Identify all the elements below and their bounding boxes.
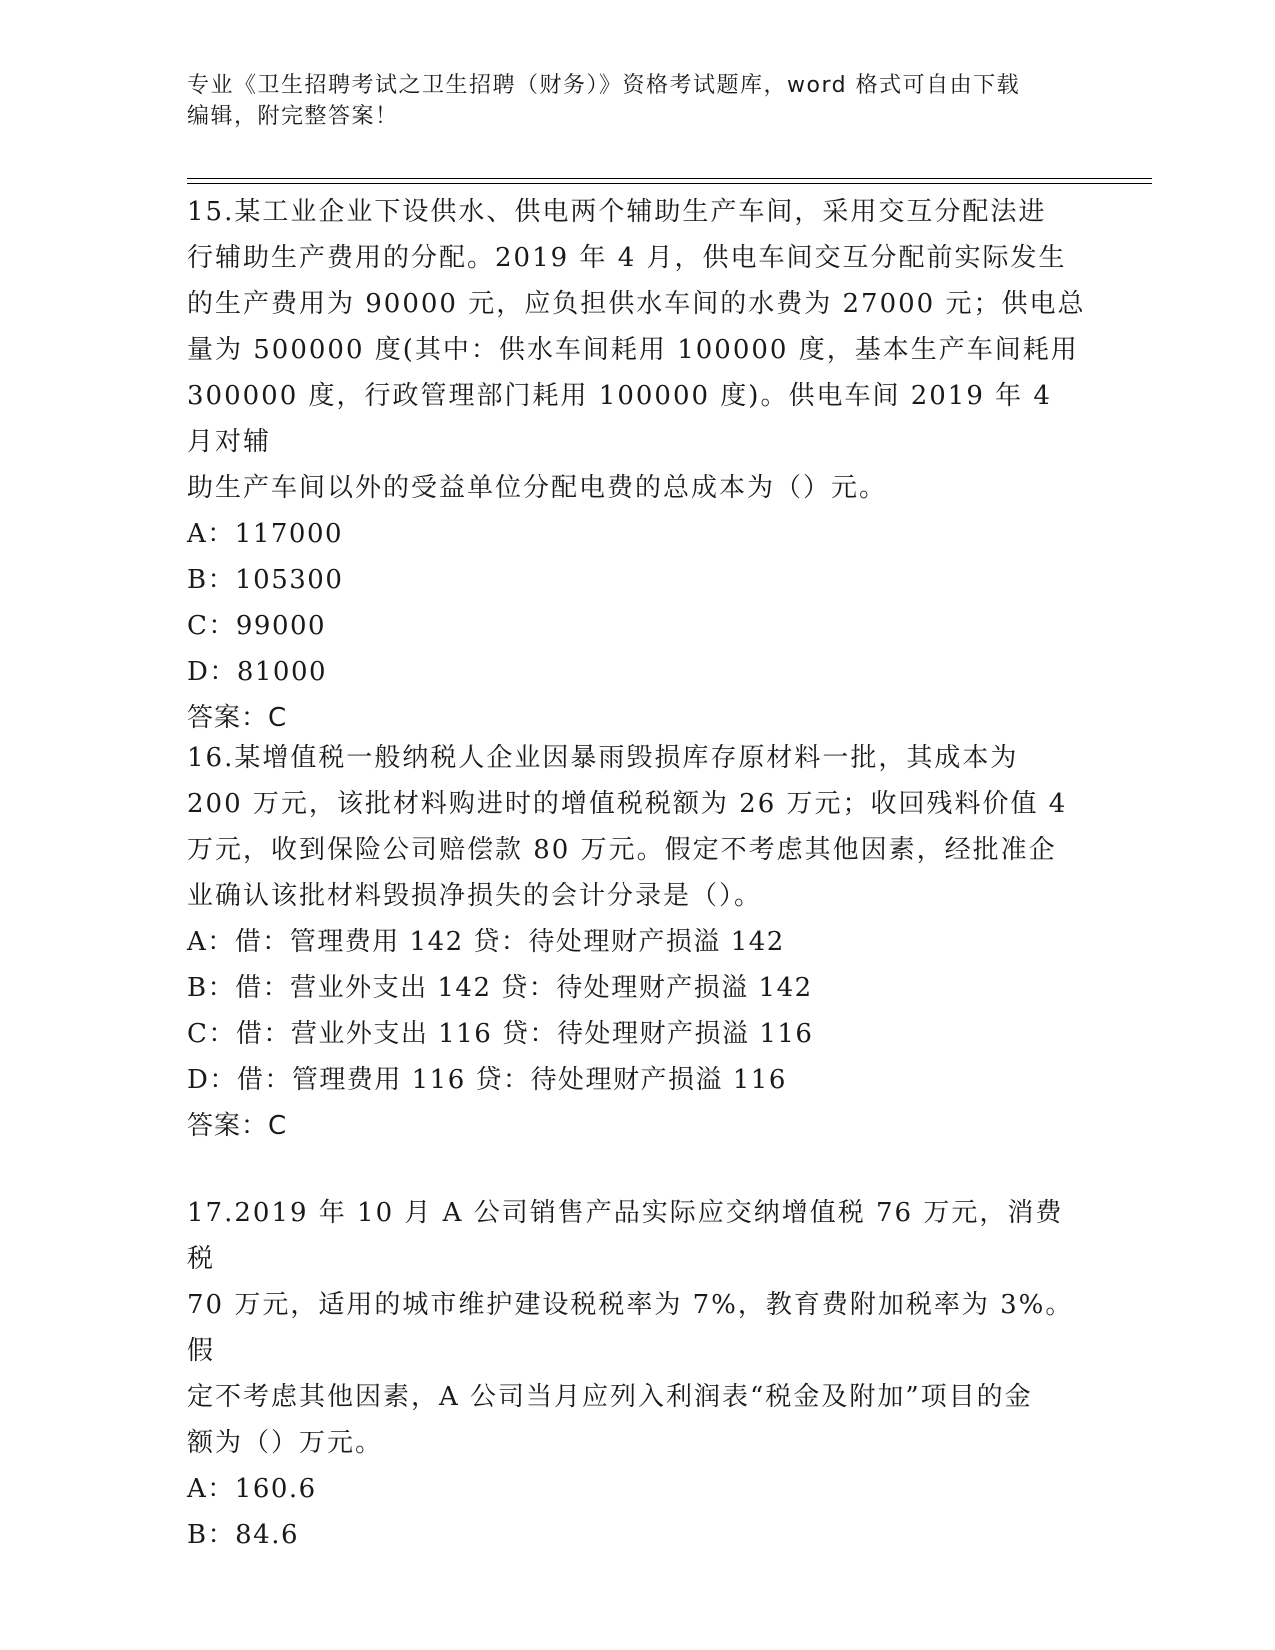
question-text: 17.2019 年 10 月 A 公司销售产品实际应交纳增值税 76 万元，消费税 70 万元，适用的城市维护建设税税率为 7%，教育费附加税率为 3%。假 定不考虑其他因素，A 公司当月应列入利润表“税金及附加”项目的金 额为（）万元。 <box>187 1198 1074 1458</box>
question-text: 15.某工业企业下设供水、供电两个辅助生产车间，采用交互分配法进 行辅助生产费用的分配。2019 年 4 月，供电车间交互分配前实际发生 的生产费用为 90000 元，应负担供水车间的水费为 27000 元；供电总 量为 500000 度(其中：供水车间耗用 100000 度，基本生产车间耗用 300000 度，行政管理部门耗用 100000 度)。供电车间 2019 年 4 月对辅 助生产车间以外的受益单位分配电费的总成本为（）元。 <box>187 197 1086 503</box>
option-a: A：160.6 <box>187 1474 317 1504</box>
question-text: 16.某增值税一般纳税人企业因暴雨毁损库存原材料一批，其成本为 200 万元，该批材料购进时的增值税税额为 26 万元；收回残料价值 4 万元，收到保险公司赔偿款 80 万元。假定不考虑其他因素，经批准企 业确认该批材料毁损净损失的会计分录是（）。 <box>187 743 1068 911</box>
question-16 <box>187 735 1087 1149</box>
header-divider <box>187 178 1152 179</box>
option-b: B：借：营业外支出 142 贷：待处理财产损溢 142 <box>187 973 813 1003</box>
option-b: B：105300 <box>187 565 344 595</box>
option-a: A：117000 <box>187 519 344 549</box>
option-c: C：借：营业外支出 116 贷：待处理财产损溢 116 <box>187 1019 814 1049</box>
header-divider-secondary <box>187 183 1152 184</box>
option-d: D：借：管理费用 116 贷：待处理财产损溢 116 <box>187 1065 787 1095</box>
answer-line: 答案：C <box>187 703 288 733</box>
option-c: C：99000 <box>187 611 327 641</box>
option-a: A：借：管理费用 142 贷：待处理财产损溢 142 <box>187 927 785 957</box>
question-15 <box>187 189 1087 741</box>
option-b: B：84.6 <box>187 1520 299 1550</box>
option-d: D：81000 <box>187 657 328 687</box>
question-17 <box>187 1190 1087 1558</box>
document-header: 专业《卫生招聘考试之卫生招聘（财务）》资格考试题库，word 格式可自由下载 编辑，附完整答案！ <box>187 73 1021 129</box>
answer-line: 答案：C <box>187 1111 288 1141</box>
